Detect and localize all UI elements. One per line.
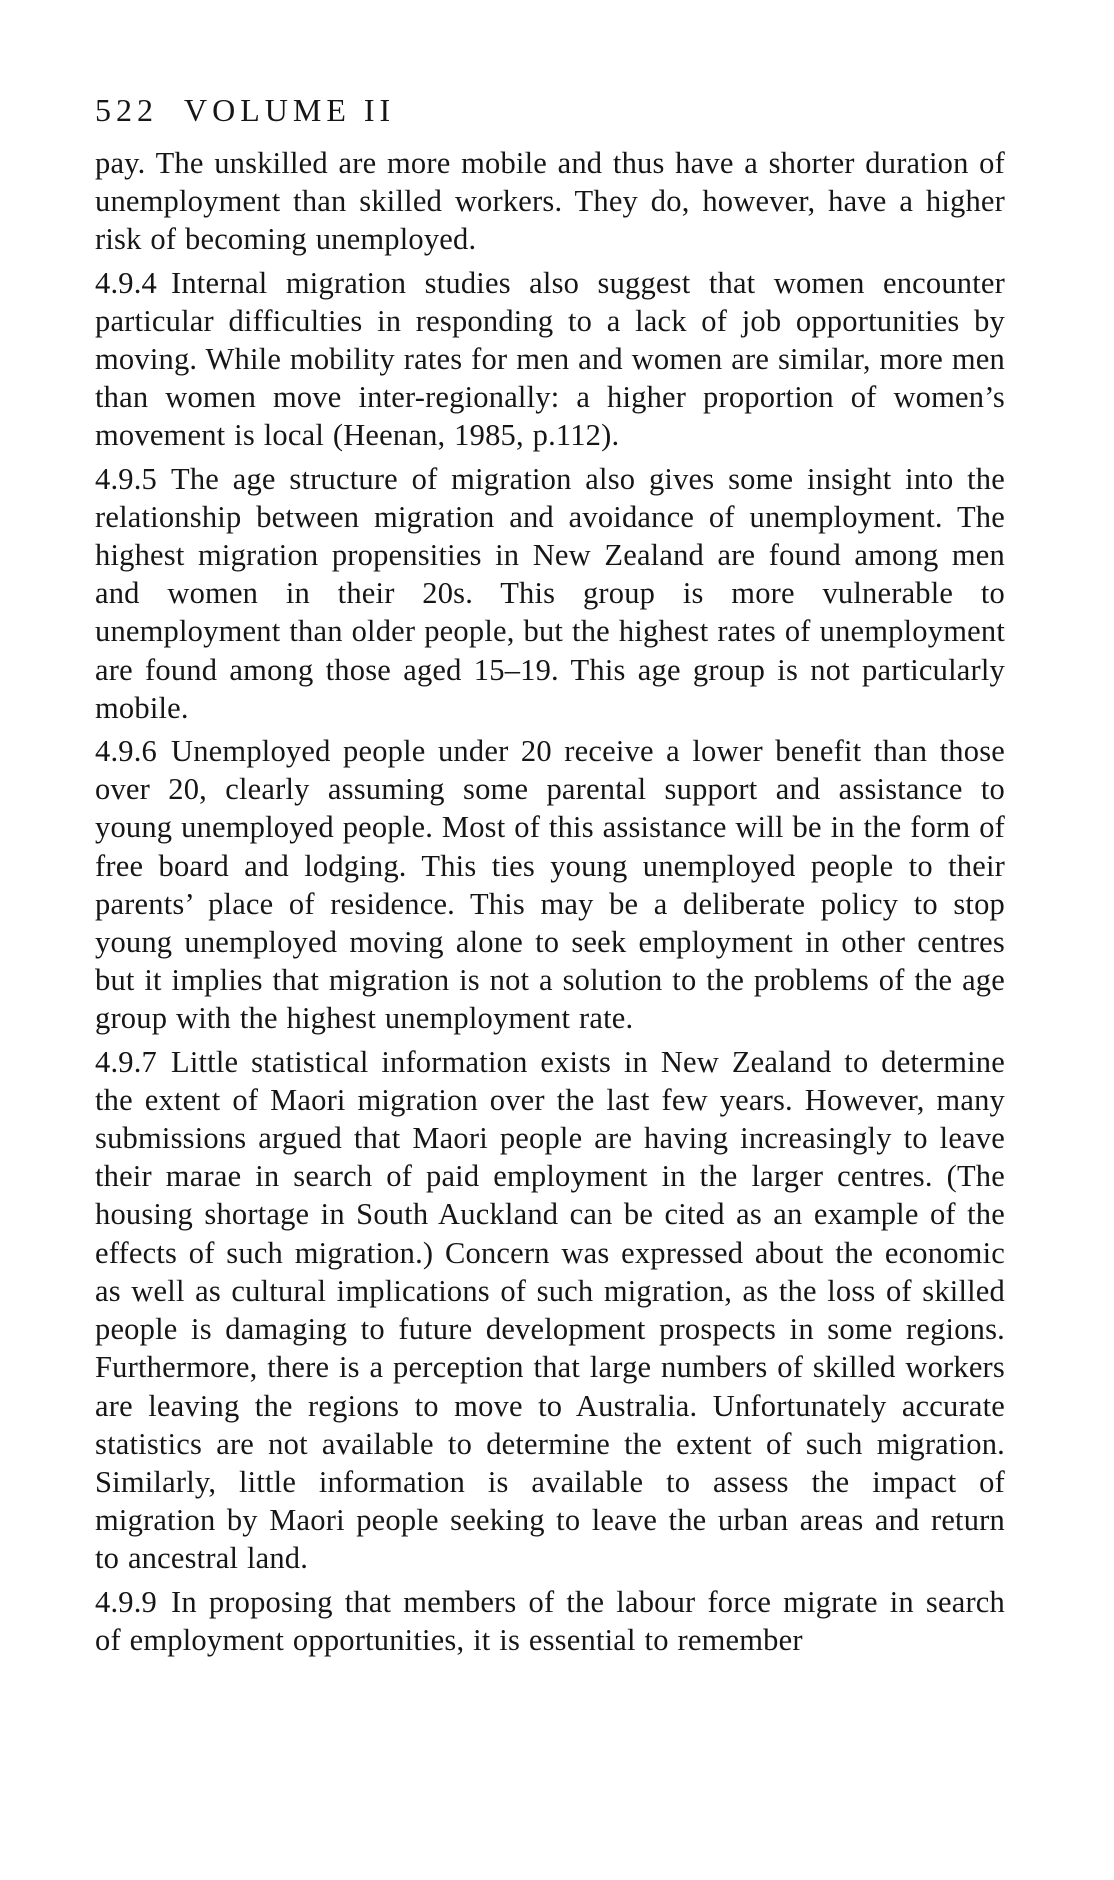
running-head	[95, 90, 1005, 130]
paragraph-number: 4.9.4	[95, 265, 157, 300]
page-number: 522	[95, 92, 158, 128]
paragraph-text: In proposing that members of the labour force migrate in search of employment opportunities, it is essential to remember	[95, 1584, 1005, 1657]
paragraph-text: pay. The unskilled are more mobile and thus have a shorter duration of unemployment than skilled workers. They do, however, have a higher risk of becoming unemployed.	[95, 146, 1005, 257]
paragraph-number: 4.9.7	[95, 1044, 157, 1079]
paragraph-number: 4.9.5	[95, 461, 157, 496]
paragraph-4-9-9	[95, 1583, 1005, 1659]
paragraph-4-9-7	[95, 1043, 1005, 1578]
paragraph-4-9-5	[95, 460, 1005, 727]
paragraph-number: 4.9.9	[95, 1584, 157, 1619]
paragraph-text: The age structure of migration also gives some insight into the relationship between migration and avoidance of unemployment. The highest migration propensities in New Zealand are found among men and women in their 20s. This group is more vulnerable to unemployment than older people, but the highest rates of unemployment are found among those aged 15–19. This age group is not particularly mobile.	[95, 461, 1005, 725]
volume-label: VOLUME II	[184, 92, 396, 128]
paragraph-text: Internal migration studies also suggest that women encounter particular difficulties in responding to a lack of job opportunities by moving. While mobility rates for men and women are similar, more men than women move inter-regionally: a higher proportion of women’s movement is local (Heenan, 1985, p.112).	[95, 265, 1005, 453]
paragraph-text: Little statistical information exists in New Zealand to determine the extent of Maori migration over the last few years. However, many submissions argued that Maori people are having increasingly to leave their marae in search of paid employment in the larger centres. (The housing shortage in South Auckland can be cited as an example of the effects of such migration.) Concern was expressed about the economic as well as cultural implications of such migration, as the loss of skilled people is damaging to future development prospects in some regions. Furthermore, there is a perception that large numbers of skilled workers are leaving the regions to move to Australia. Unfortunately accurate statistics are not available to determine the extent of such migration. Similarly, little information is available to assess the impact of migration by Maori people seeking to leave the urban areas and return to ancestral land.	[95, 1044, 1005, 1576]
paragraph-continuation	[95, 144, 1005, 259]
paragraph-4-9-6	[95, 732, 1005, 1038]
paragraph-number: 4.9.6	[95, 734, 157, 769]
paragraph-text: Unemployed people under 20 receive a lower benefit than those over 20, clearly assuming some parental support and assistance to young unemployed people. Most of this assistance will be in the form of free board and lodging. This ties young unemployed people to their parents’ place of residence. This may be a deliberate policy to stop young unemployed moving alone to seek employment in other centres but it implies that migration is not a solution to the problems of the age group with the highest unemployment rate.	[95, 734, 1005, 1036]
document-page	[95, 90, 1005, 1664]
paragraph-4-9-4	[95, 264, 1005, 455]
